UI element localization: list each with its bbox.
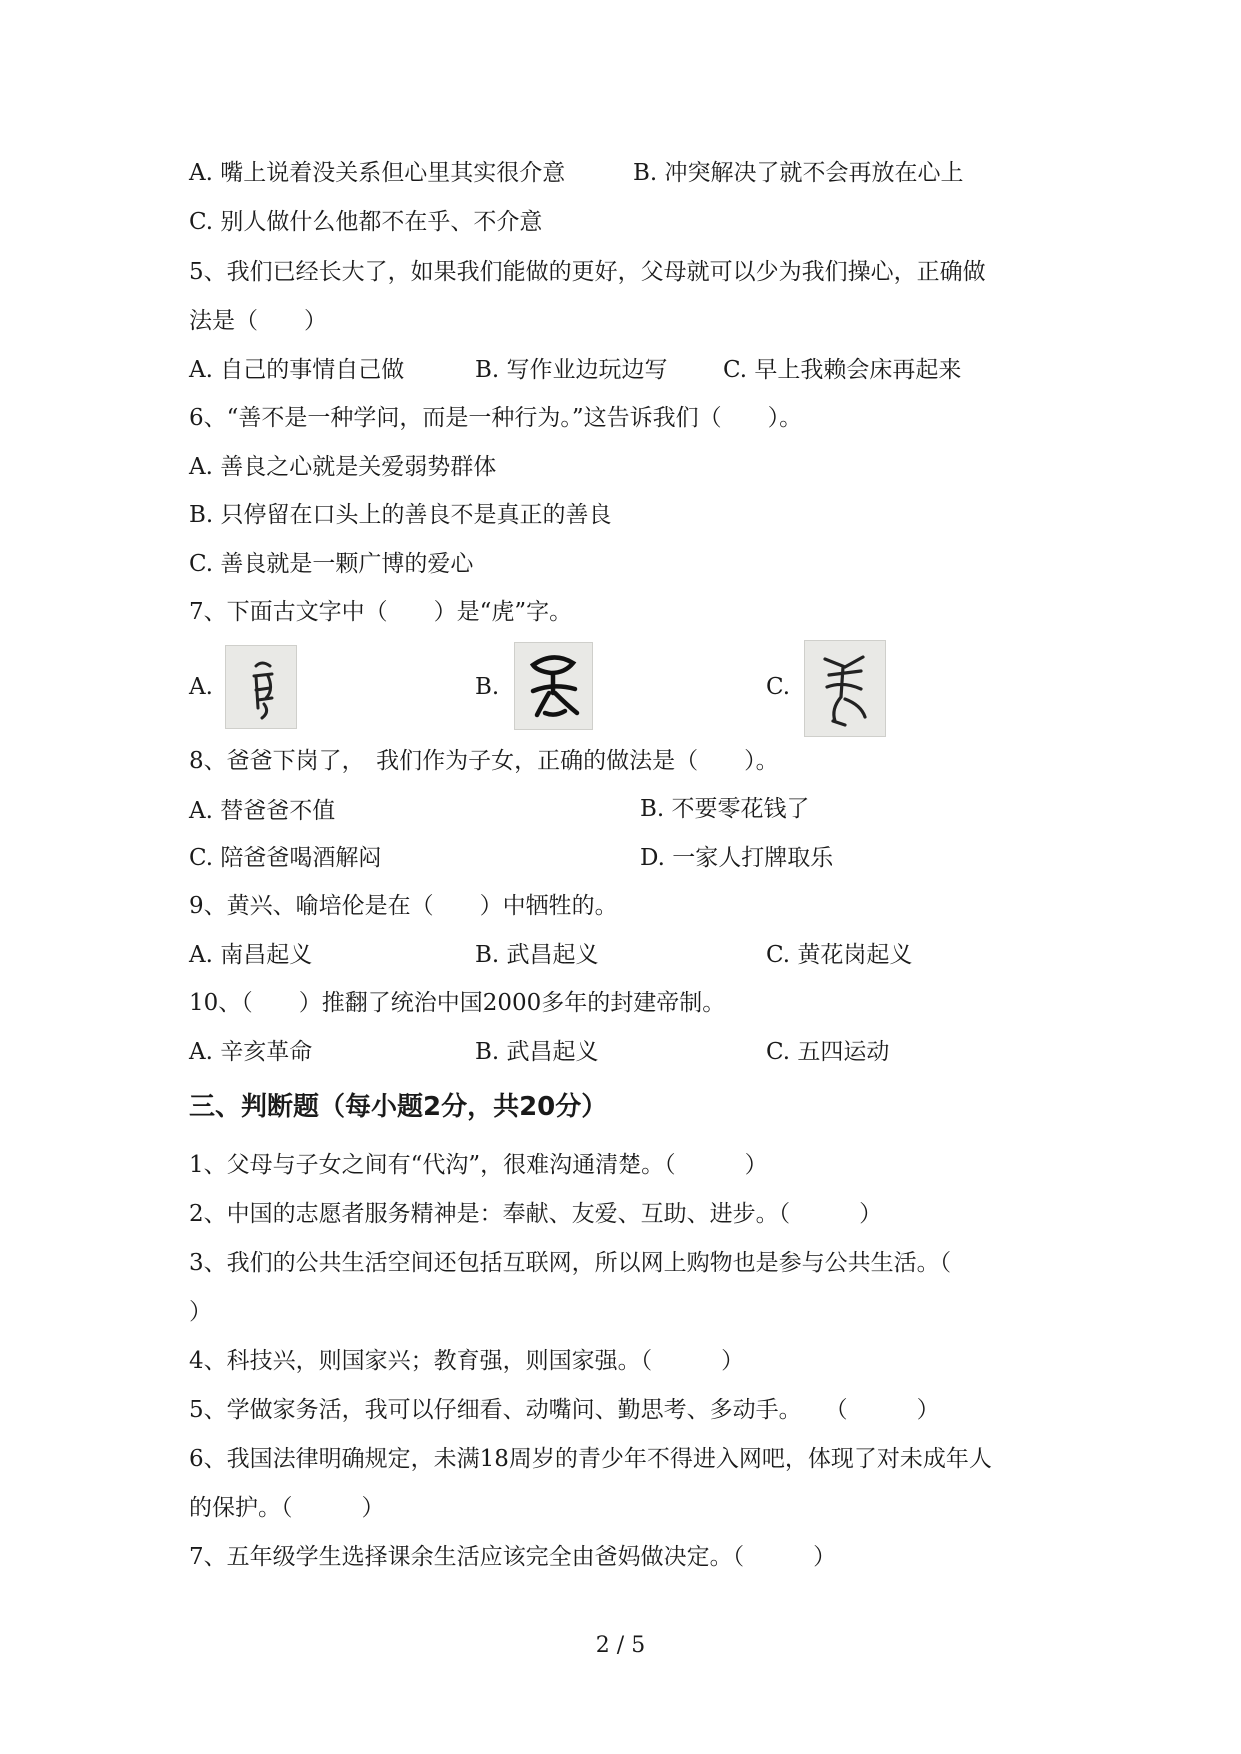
section-title-judgment: 三、判断题（每小题2分，共20分） (189, 1092, 608, 1122)
ancient-glyph-b-image (514, 642, 593, 730)
q10-stem: 10、（ ）推翻了统治中国2000多年的封建帝制。 (189, 990, 726, 1016)
q8-stem: 8、爸爸下岗了， 我们作为子女，正确的做法是（ ）。 (189, 748, 779, 774)
q5-stem-line2: 法是（ ） (189, 308, 327, 334)
q8-option-c: C. 陪爸爸喝酒解闷 (189, 845, 382, 871)
q7-option-c-label: C. (766, 674, 791, 700)
q5-stem-line1: 5、我们已经长大了，如果我们能做的更好，父母就可以少为我们操心，正确做 (189, 259, 986, 285)
q4-option-c: C. 别人做什么他都不在乎、不介意 (189, 209, 543, 235)
q5-option-c: C. 早上我赖会床再起来 (723, 357, 962, 383)
q8-option-a: A. 替爸爸不值 (189, 798, 336, 824)
q6-option-a: A. 善良之心就是关爱弱势群体 (189, 454, 497, 480)
q5-option-b: B. 写作业边玩边写 (475, 357, 668, 383)
tf-question-3-line2: ） (189, 1299, 212, 1325)
q9-option-c: C. 黄花岗起义 (766, 942, 913, 968)
ancient-glyph-c-image (804, 640, 886, 737)
tf-question-6-line2: 的保护。（ ） (189, 1495, 385, 1521)
q8-option-d: D. 一家人打牌取乐 (640, 845, 834, 871)
q10-option-a: A. 辛亥革命 (189, 1039, 313, 1065)
tf-question-6-line1: 6、我国法律明确规定，未满18周岁的青少年不得进入网吧，体现了对未成年人 (189, 1446, 992, 1472)
ancient-glyph-a-image (225, 645, 297, 729)
q6-stem: 6、“善不是一种学问，而是一种行为。”这告诉我们（ ）。 (189, 405, 803, 431)
q9-option-b: B. 武昌起义 (475, 942, 599, 968)
tf-question-7: 7、五年级学生选择课余生活应该完全由爸妈做决定。（ ） (189, 1544, 837, 1570)
q4-option-a: A. 嘴上说着没关系但心里其实很介意 (189, 160, 566, 186)
q5-option-a: A. 自己的事情自己做 (189, 357, 405, 383)
q9-stem: 9、黄兴、喻培伦是在（ ）中牺牲的。 (189, 893, 618, 919)
q9-option-a: A. 南昌起义 (189, 942, 313, 968)
q8-option-b: B. 不要零花钱了 (640, 796, 810, 822)
q7-option-b-label: B. (475, 674, 500, 700)
q7-option-a-label: A. (189, 674, 213, 700)
q10-option-b: B. 武昌起义 (475, 1039, 599, 1065)
tf-question-1: 1、父母与子女之间有“代沟”，很难沟通清楚。（ ） (189, 1152, 768, 1178)
tf-question-2: 2、中国的志愿者服务精神是：奉献、友爱、互助、进步。（ ） (189, 1201, 883, 1227)
tf-question-3-line1: 3、我们的公共生活空间还包括互联网，所以网上购物也是参与公共生活。（ (189, 1250, 952, 1276)
tf-question-5: 5、学做家务活，我可以仔细看、动嘴问、勤思考、多动手。 （ ） (189, 1397, 940, 1423)
q10-option-c: C. 五四运动 (766, 1039, 890, 1065)
q6-option-c: C. 善良就是一颗广博的爱心 (189, 551, 474, 577)
tf-question-4: 4、科技兴，则国家兴；教育强，则国家强。（ ） (189, 1348, 745, 1374)
q4-option-b: B. 冲突解决了就不会再放在心上 (633, 160, 964, 186)
q6-option-b: B. 只停留在口头上的善良不是真正的善良 (189, 502, 612, 528)
q7-stem: 7、下面古文字中（ ）是“虎”字。 (189, 599, 573, 625)
page-number: 2 / 5 (595, 1633, 646, 1658)
